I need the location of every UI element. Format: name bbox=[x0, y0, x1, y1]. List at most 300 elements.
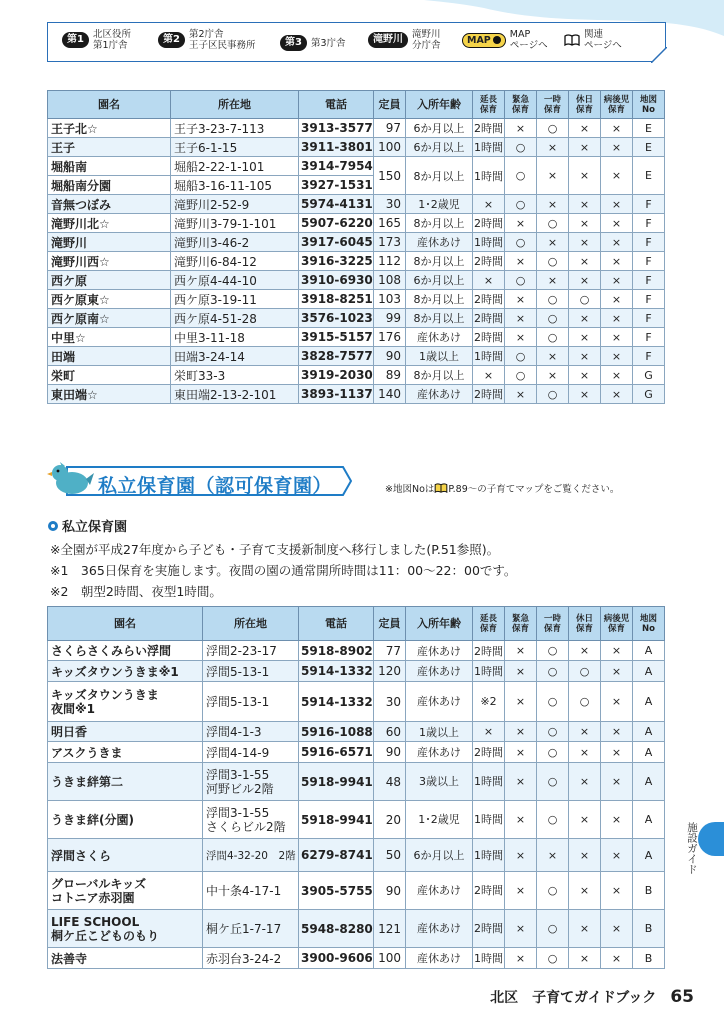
cell-age: 1･2歳児 bbox=[406, 801, 473, 839]
cell-name: 西ケ原南☆ bbox=[48, 309, 171, 328]
cell-address: 浮間5-13-1 bbox=[203, 661, 299, 682]
header-line: 緊急 bbox=[511, 613, 529, 624]
cell-phone: 3576-1023 bbox=[299, 309, 374, 328]
legend-badge: 第2 bbox=[158, 32, 185, 48]
header-line: 保育 bbox=[575, 104, 593, 115]
cell-phone: 5948-8280 bbox=[299, 910, 374, 948]
cell-phone: 3893-1137 bbox=[299, 385, 374, 404]
header-line: 地図 bbox=[639, 94, 657, 105]
cell-emergency: ○ bbox=[505, 347, 537, 366]
cell-temporary: ○ bbox=[537, 309, 569, 328]
cell-temporary: × bbox=[537, 138, 569, 157]
cell-temporary: ○ bbox=[537, 948, 569, 969]
cell-phone: 5916-6571 bbox=[299, 742, 374, 763]
cell-name: 堀船南 bbox=[48, 157, 171, 176]
cell-name bbox=[48, 682, 203, 722]
public-nursery-table bbox=[47, 90, 665, 404]
cell-phone: 3914-7954 bbox=[299, 157, 374, 176]
cell-address: 西ケ原4-51-28 bbox=[171, 309, 299, 328]
cell-address: 滝野川3-46-2 bbox=[171, 233, 299, 252]
legend-text: ページへ bbox=[509, 40, 548, 51]
cell-line: 河野ビル2階 bbox=[206, 781, 274, 796]
legend-badge: 第1 bbox=[62, 32, 89, 48]
cell-holiday: × bbox=[569, 271, 601, 290]
cell-phone: 5916-1088 bbox=[299, 722, 374, 742]
table-row bbox=[48, 328, 665, 347]
cell-extended: 1時間 bbox=[473, 801, 505, 839]
cell-holiday: × bbox=[569, 119, 601, 138]
cell-capacity: 89 bbox=[374, 366, 406, 385]
cell-address: 浮間4-1-3 bbox=[203, 722, 299, 742]
legend-box bbox=[47, 22, 666, 62]
col-header-extended bbox=[473, 607, 505, 641]
cell-map-no: G bbox=[633, 385, 665, 404]
cell-emergency: × bbox=[505, 641, 537, 661]
col-header-temporary bbox=[537, 607, 569, 641]
cell-phone: 3828-7577 bbox=[299, 347, 374, 366]
header-line: 病後児 bbox=[603, 613, 630, 624]
col-header-map bbox=[633, 91, 665, 119]
ring-bullet-icon bbox=[48, 521, 58, 531]
cell-extended: 2時間 bbox=[473, 910, 505, 948]
cell-holiday: × bbox=[569, 347, 601, 366]
cell-name: さくらさくみらい浮間 bbox=[48, 641, 203, 661]
cell-address: 浮間4-14-9 bbox=[203, 742, 299, 763]
cell-name: うきま絆(分園) bbox=[48, 801, 203, 839]
cell-emergency: × bbox=[505, 309, 537, 328]
cell-capacity: 30 bbox=[374, 682, 406, 722]
legend-related bbox=[564, 29, 622, 51]
cell-temporary: × bbox=[537, 233, 569, 252]
legend-text: ページへ bbox=[584, 40, 622, 51]
table-row bbox=[48, 138, 665, 157]
cell-line: コトニア赤羽園 bbox=[51, 890, 135, 905]
cell-emergency: ○ bbox=[505, 233, 537, 252]
cell-map-no: F bbox=[633, 309, 665, 328]
cell-sick: × bbox=[601, 309, 633, 328]
cell-sick: × bbox=[601, 195, 633, 214]
cell-name bbox=[48, 910, 203, 948]
cell-temporary: × bbox=[537, 839, 569, 872]
cell-line: キッズタウンうきま bbox=[51, 687, 159, 702]
header-line: 延長 bbox=[479, 613, 497, 624]
legend-item-3 bbox=[280, 35, 346, 51]
cell-map-no: F bbox=[633, 252, 665, 271]
cell-sick: × bbox=[601, 763, 633, 801]
cell-holiday: × bbox=[569, 214, 601, 233]
cell-address: 王子6-1-15 bbox=[171, 138, 299, 157]
map-badge-label: MAP bbox=[467, 34, 491, 46]
cell-extended: 1時間 bbox=[473, 948, 505, 969]
cell-holiday: × bbox=[569, 233, 601, 252]
cell-name: 堀船南分園 bbox=[48, 176, 171, 195]
cell-address: 浮間4-32-20 2階 bbox=[203, 839, 299, 872]
table-row bbox=[48, 641, 665, 661]
header-line: 保育 bbox=[479, 623, 497, 634]
cell-sick: × bbox=[601, 801, 633, 839]
cell-holiday: × bbox=[569, 722, 601, 742]
legend-item-4 bbox=[368, 29, 441, 51]
cell-temporary: ○ bbox=[537, 641, 569, 661]
cell-name: 滝野川西☆ bbox=[48, 252, 171, 271]
cell-address: 東田端2-13-2-101 bbox=[171, 385, 299, 404]
side-tab-label: 施設ガイド bbox=[686, 822, 698, 875]
cell-emergency: × bbox=[505, 290, 537, 309]
cell-temporary: ○ bbox=[537, 872, 569, 910]
cell-capacity: 173 bbox=[374, 233, 406, 252]
book-icon bbox=[434, 483, 448, 493]
cell-holiday: ○ bbox=[569, 682, 601, 722]
cell-age: 産休あけ bbox=[406, 742, 473, 763]
cell-sick: × bbox=[601, 641, 633, 661]
cell-emergency: × bbox=[505, 385, 537, 404]
cell-sick: × bbox=[601, 910, 633, 948]
cell-age: 8か月以上 bbox=[406, 309, 473, 328]
header-line: 休日 bbox=[575, 613, 593, 624]
cell-phone: 6279-8741 bbox=[299, 839, 374, 872]
cell-emergency: × bbox=[505, 214, 537, 233]
map-dot-icon bbox=[493, 36, 501, 44]
cell-extended: 2時間 bbox=[473, 252, 505, 271]
cell-address: 浮間2-23-17 bbox=[203, 641, 299, 661]
cell-emergency: ○ bbox=[505, 366, 537, 385]
fold-corner-icon bbox=[651, 47, 667, 63]
cell-phone: 3918-8251 bbox=[299, 290, 374, 309]
cell-name: 法善寺 bbox=[48, 948, 203, 969]
cell-age: 8か月以上 bbox=[406, 214, 473, 233]
cell-phone: 3910-6930 bbox=[299, 271, 374, 290]
cell-capacity: 99 bbox=[374, 309, 406, 328]
col-header-extended bbox=[473, 91, 505, 119]
cell-line: LIFE SCHOOL bbox=[51, 914, 140, 929]
cell-line: グローバルキッズ bbox=[51, 876, 147, 891]
cell-temporary: × bbox=[537, 347, 569, 366]
cell-extended: 2時間 bbox=[473, 119, 505, 138]
col-header-address: 所在地 bbox=[171, 91, 299, 119]
cell-name: 西ケ原東☆ bbox=[48, 290, 171, 309]
cell-capacity: 60 bbox=[374, 722, 406, 742]
cell-address: 滝野川6-84-12 bbox=[171, 252, 299, 271]
cell-map-no: A bbox=[633, 641, 665, 661]
cell-extended: 2時間 bbox=[473, 328, 505, 347]
cell-name: 中里☆ bbox=[48, 328, 171, 347]
table-row bbox=[48, 271, 665, 290]
cell-emergency: × bbox=[505, 119, 537, 138]
cell-temporary: ○ bbox=[537, 722, 569, 742]
cell-capacity: 121 bbox=[374, 910, 406, 948]
header-line: 緊急 bbox=[511, 94, 529, 105]
cell-age: 6か月以上 bbox=[406, 271, 473, 290]
cell-address: 赤羽台3-24-2 bbox=[203, 948, 299, 969]
cell-holiday: ○ bbox=[569, 661, 601, 682]
cell-address: 西ケ原3-19-11 bbox=[171, 290, 299, 309]
book-icon bbox=[564, 34, 580, 46]
cell-temporary: ○ bbox=[537, 682, 569, 722]
cell-sick: × bbox=[601, 157, 633, 195]
header-line: 保育 bbox=[511, 623, 529, 634]
cell-name: 西ケ原 bbox=[48, 271, 171, 290]
cell-age: 3歳以上 bbox=[406, 763, 473, 801]
cell-map-no: B bbox=[633, 872, 665, 910]
cell-temporary: ○ bbox=[537, 328, 569, 347]
cell-phone: 5918-9941 bbox=[299, 801, 374, 839]
cell-age: 8か月以上 bbox=[406, 290, 473, 309]
cell-temporary: × bbox=[537, 366, 569, 385]
cell-temporary: ○ bbox=[537, 661, 569, 682]
note-line-1: ※全園が平成27年度から子ども・子育て支援新制度へ移行しました(P.51参照)。 bbox=[50, 542, 500, 557]
legend-text: 北区役所 bbox=[92, 29, 131, 40]
note-line-2: ※1 365日保育を実施します。夜間の園の通常開所時間は11：00～22：00です。 bbox=[50, 563, 517, 578]
cell-phone: 3911-3801 bbox=[299, 138, 374, 157]
cell-holiday: × bbox=[569, 385, 601, 404]
cell-sick: × bbox=[601, 722, 633, 742]
cell-temporary: ○ bbox=[537, 290, 569, 309]
legend-item-1 bbox=[62, 29, 131, 51]
table-row bbox=[48, 910, 665, 948]
cell-address bbox=[203, 763, 299, 801]
cell-map-no: A bbox=[633, 661, 665, 682]
private-nursery-table bbox=[47, 606, 665, 969]
cell-extended: 2時間 bbox=[473, 290, 505, 309]
cell-extended: × bbox=[473, 195, 505, 214]
cell-emergency: × bbox=[505, 801, 537, 839]
table-row bbox=[48, 839, 665, 872]
note-text: ※地図Noは bbox=[385, 484, 435, 495]
cell-map-no: F bbox=[633, 214, 665, 233]
table-row bbox=[48, 290, 665, 309]
legend-text: 関連 bbox=[584, 29, 604, 40]
cell-age: 8か月以上 bbox=[406, 366, 473, 385]
cell-map-no: G bbox=[633, 366, 665, 385]
cell-temporary: ○ bbox=[537, 910, 569, 948]
cell-address: 滝野川3-79-1-101 bbox=[171, 214, 299, 233]
col-header-emergency bbox=[505, 91, 537, 119]
cell-name: 田端 bbox=[48, 347, 171, 366]
note-line-3: ※2 朝型2時間、夜型1時間。 bbox=[50, 584, 222, 599]
cell-age: 産休あけ bbox=[406, 233, 473, 252]
cell-emergency: × bbox=[505, 872, 537, 910]
cell-extended: 2時間 bbox=[473, 385, 505, 404]
cell-extended: 1時間 bbox=[473, 347, 505, 366]
cell-emergency: ○ bbox=[505, 138, 537, 157]
cell-emergency: × bbox=[505, 252, 537, 271]
header-line: 延長 bbox=[479, 94, 497, 105]
cell-extended: 2時間 bbox=[473, 214, 505, 233]
cell-capacity: 30 bbox=[374, 195, 406, 214]
table-row bbox=[48, 872, 665, 910]
cell-phone: 3905-5755 bbox=[299, 872, 374, 910]
subheading bbox=[48, 516, 127, 535]
page-number: 65 bbox=[670, 987, 694, 1007]
header-line: 病後児 bbox=[603, 94, 630, 105]
header-line: 一時 bbox=[543, 613, 561, 624]
cell-capacity: 90 bbox=[374, 872, 406, 910]
cell-age: 6か月以上 bbox=[406, 839, 473, 872]
cell-holiday: × bbox=[569, 157, 601, 195]
cell-capacity: 100 bbox=[374, 948, 406, 969]
cell-capacity: 20 bbox=[374, 801, 406, 839]
cell-emergency: × bbox=[505, 661, 537, 682]
cell-phone: 5918-8902 bbox=[299, 641, 374, 661]
cell-extended: ※2 bbox=[473, 682, 505, 722]
cell-temporary: ○ bbox=[537, 763, 569, 801]
cell-name: 滝野川北☆ bbox=[48, 214, 171, 233]
cell-extended: 1時間 bbox=[473, 839, 505, 872]
table-row bbox=[48, 252, 665, 271]
cell-extended: 2時間 bbox=[473, 309, 505, 328]
legend-map bbox=[462, 29, 548, 51]
cell-holiday: × bbox=[569, 328, 601, 347]
table-header bbox=[48, 91, 665, 119]
cell-sick: × bbox=[601, 271, 633, 290]
cell-name bbox=[48, 872, 203, 910]
cell-map-no: A bbox=[633, 742, 665, 763]
cell-line: 桐ケ丘こどものもり bbox=[51, 928, 160, 943]
cell-capacity: 50 bbox=[374, 839, 406, 872]
cell-extended: × bbox=[473, 271, 505, 290]
cell-line: 浮間3-1-55 bbox=[206, 767, 270, 782]
cell-name: 栄町 bbox=[48, 366, 171, 385]
header-line: No bbox=[642, 623, 655, 634]
cell-map-no: A bbox=[633, 801, 665, 839]
legend-text: 滝野川 bbox=[412, 29, 441, 40]
cell-address: 西ケ原4-44-10 bbox=[171, 271, 299, 290]
cell-capacity: 97 bbox=[374, 119, 406, 138]
cell-age: 8か月以上 bbox=[406, 252, 473, 271]
cell-phone: 3927-1531 bbox=[299, 176, 374, 195]
cell-sick: × bbox=[601, 233, 633, 252]
cell-holiday: × bbox=[569, 309, 601, 328]
cell-extended: × bbox=[473, 366, 505, 385]
cell-map-no: B bbox=[633, 948, 665, 969]
cell-sick: × bbox=[601, 682, 633, 722]
cell-address: 王子3-23-7-113 bbox=[171, 119, 299, 138]
cell-sick: × bbox=[601, 290, 633, 309]
cell-line: 夜間※1 bbox=[51, 701, 96, 716]
cell-name: アスクうきま bbox=[48, 742, 203, 763]
cell-phone: 3900-9606 bbox=[299, 948, 374, 969]
cell-holiday: × bbox=[569, 763, 601, 801]
header-line: 保育 bbox=[607, 104, 625, 115]
header-line: 保育 bbox=[543, 623, 561, 634]
cell-capacity: 165 bbox=[374, 214, 406, 233]
table-row bbox=[48, 801, 665, 839]
cell-emergency: × bbox=[505, 742, 537, 763]
cell-temporary: ○ bbox=[537, 214, 569, 233]
col-header-holiday bbox=[569, 607, 601, 641]
subheading-text: 私立保育園 bbox=[62, 520, 128, 535]
cell-name: 明日香 bbox=[48, 722, 203, 742]
side-tab-marker bbox=[698, 822, 724, 856]
cell-map-no: E bbox=[633, 119, 665, 138]
legend-text: 第2庁舎 bbox=[188, 29, 224, 40]
table-row bbox=[48, 157, 665, 176]
cell-emergency: × bbox=[505, 839, 537, 872]
cell-address: 滝野川2-52-9 bbox=[171, 195, 299, 214]
cell-age: 産休あけ bbox=[406, 872, 473, 910]
page-footer bbox=[490, 987, 694, 1007]
cell-map-no: F bbox=[633, 271, 665, 290]
cell-map-no: B bbox=[633, 910, 665, 948]
cell-emergency: ○ bbox=[505, 271, 537, 290]
header-line: 保育 bbox=[543, 104, 561, 115]
cell-temporary: ○ bbox=[537, 252, 569, 271]
cell-emergency: × bbox=[505, 763, 537, 801]
cell-holiday: × bbox=[569, 195, 601, 214]
cell-sick: × bbox=[601, 119, 633, 138]
table-row bbox=[48, 742, 665, 763]
cell-capacity: 112 bbox=[374, 252, 406, 271]
cell-holiday: × bbox=[569, 910, 601, 948]
table-row bbox=[48, 948, 665, 969]
cell-sick: × bbox=[601, 366, 633, 385]
cell-address: 中十条4-17-1 bbox=[203, 872, 299, 910]
cell-phone: 3913-3577 bbox=[299, 119, 374, 138]
cell-holiday: × bbox=[569, 641, 601, 661]
cell-map-no: E bbox=[633, 157, 665, 195]
cell-age: 8か月以上 bbox=[406, 157, 473, 195]
cell-emergency: × bbox=[505, 328, 537, 347]
table-row bbox=[48, 119, 665, 138]
table-row bbox=[48, 682, 665, 722]
cell-extended: 1時間 bbox=[473, 661, 505, 682]
cell-extended: 1時間 bbox=[473, 157, 505, 195]
cell-emergency: ○ bbox=[505, 195, 537, 214]
cell-address bbox=[203, 801, 299, 839]
cell-map-no: F bbox=[633, 290, 665, 309]
table-row bbox=[48, 214, 665, 233]
cell-age: 産休あけ bbox=[406, 661, 473, 682]
section-title: 私立保育園（認可保育園） bbox=[98, 475, 333, 497]
cell-temporary: ○ bbox=[537, 385, 569, 404]
legend-text: 分庁舎 bbox=[412, 40, 441, 51]
cell-sick: × bbox=[601, 948, 633, 969]
cell-map-no: F bbox=[633, 195, 665, 214]
cell-map-no: A bbox=[633, 763, 665, 801]
cell-capacity: 103 bbox=[374, 290, 406, 309]
legend-badge: 滝野川 bbox=[368, 32, 408, 48]
col-header-name: 園名 bbox=[48, 607, 203, 641]
col-header-age: 入所年齢 bbox=[406, 91, 473, 119]
cell-holiday: × bbox=[569, 839, 601, 872]
cell-address: 浮間5-13-1 bbox=[203, 682, 299, 722]
header-line: 保育 bbox=[511, 104, 529, 115]
cell-age: 産休あけ bbox=[406, 910, 473, 948]
cell-address: 田端3-24-14 bbox=[171, 347, 299, 366]
cell-sick: × bbox=[601, 328, 633, 347]
col-header-sick bbox=[601, 607, 633, 641]
cell-temporary: ○ bbox=[537, 742, 569, 763]
cell-name: 王子北☆ bbox=[48, 119, 171, 138]
cell-extended: 1時間 bbox=[473, 138, 505, 157]
cell-emergency: × bbox=[505, 910, 537, 948]
table-row bbox=[48, 347, 665, 366]
cell-map-no: A bbox=[633, 722, 665, 742]
cell-age: 産休あけ bbox=[406, 328, 473, 347]
cell-age: 1･2歳児 bbox=[406, 195, 473, 214]
table-header bbox=[48, 607, 665, 641]
cell-sick: × bbox=[601, 252, 633, 271]
cell-map-no: F bbox=[633, 328, 665, 347]
cell-age: 産休あけ bbox=[406, 682, 473, 722]
col-header-temporary bbox=[537, 91, 569, 119]
cell-age: 産休あけ bbox=[406, 385, 473, 404]
cell-age: 6か月以上 bbox=[406, 119, 473, 138]
col-header-holiday bbox=[569, 91, 601, 119]
cell-sick: × bbox=[601, 839, 633, 872]
cell-holiday: × bbox=[569, 948, 601, 969]
bird-icon bbox=[46, 459, 94, 499]
